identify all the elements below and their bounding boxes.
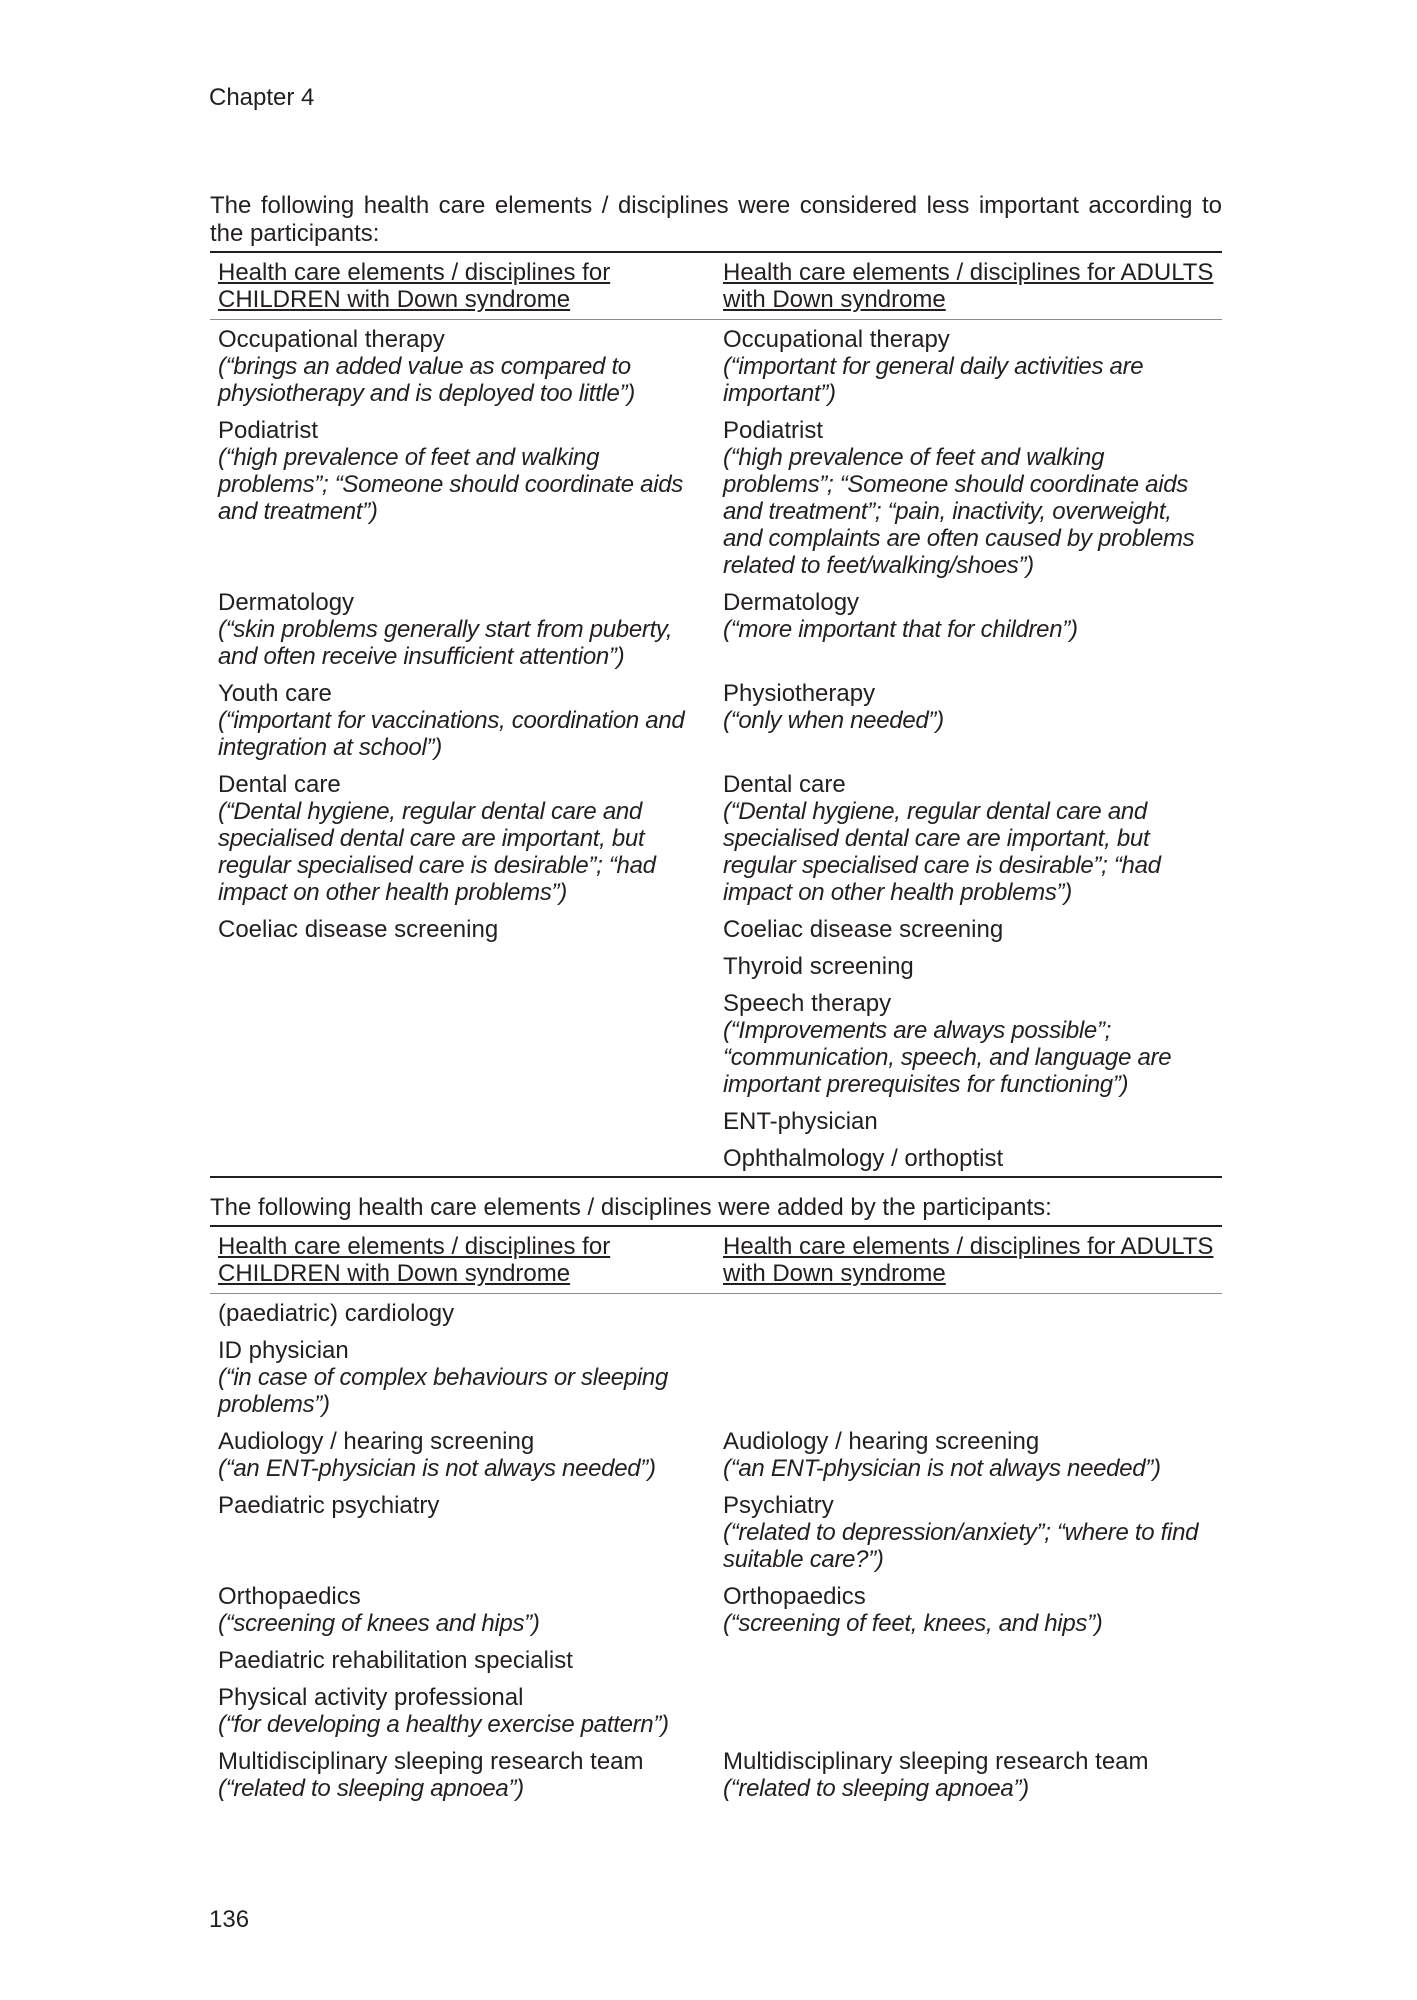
cell-children (210, 1641, 715, 1678)
participant-quote: (“high prevalence of feet and walking problems”; “Someone should coordinate aids and treatment”; “pain, inactivity, overweight, and complaints are often caused by problems related to feet/walking/shoes”) (723, 444, 1195, 579)
discipline-name: Occupational therapy (723, 326, 950, 353)
discipline-name: ENT-physician (723, 1108, 878, 1135)
discipline-name: Multidisciplinary sleeping research team (218, 1748, 644, 1775)
discipline-name: Psychiatry (723, 1492, 834, 1519)
participant-quote: (“related to sleeping apnoea”) (723, 1775, 1029, 1802)
discipline-name: Multidisciplinary sleeping research team (723, 1748, 1149, 1775)
cell-children (210, 947, 715, 984)
page-number: 136 (209, 1906, 250, 1933)
participant-quote: (“Improvements are always possible”; “communication, speech, and language are important prerequisites for functioning”) (723, 1017, 1172, 1098)
cell-adults (715, 1331, 1222, 1422)
discipline-name: Audiology / hearing screening (723, 1428, 1040, 1455)
cell-adults (715, 947, 1222, 984)
cell-children (210, 984, 715, 1102)
cell-adults (715, 1486, 1222, 1577)
cell-adults (715, 1422, 1222, 1486)
running-header: Chapter 4 (209, 84, 315, 111)
cell-children (210, 765, 715, 910)
cell-children (210, 1331, 715, 1422)
cell-children (210, 1294, 715, 1332)
participant-quote: (“an ENT-physician is not always needed”) (723, 1455, 1161, 1482)
discipline-name: Dental care (723, 771, 846, 798)
section2-intro: The following health care elements / disciplines were added by the participants: (210, 1194, 1052, 1221)
cell-adults (715, 984, 1222, 1102)
cell-children (210, 674, 715, 765)
table-row (210, 947, 1222, 984)
cell-adults (715, 1294, 1222, 1332)
table-row (210, 1742, 1222, 1806)
cell-children (210, 1678, 715, 1742)
cell-children (210, 1486, 715, 1577)
discipline-name: (paediatric) cardiology (218, 1300, 455, 1327)
cell-adults (715, 765, 1222, 910)
participant-quote: (“related to depression/anxiety”; “where to find suitable care?”) (723, 1519, 1199, 1573)
table-row (210, 1422, 1222, 1486)
cell-adults (715, 1577, 1222, 1641)
participant-quote: (“brings an added value as compared to physiotherapy and is deployed too little”) (218, 353, 635, 407)
discipline-name: Occupational therapy (218, 326, 445, 353)
table-row (210, 1294, 1222, 1332)
discipline-name: Ophthalmology / orthoptist (723, 1145, 1004, 1172)
cell-children (210, 1139, 715, 1177)
discipline-name: Audiology / hearing screening (218, 1428, 535, 1455)
column-header-children: Health care elements / disciplines for CHILDREN with Down syndrome (210, 1226, 715, 1294)
table-row (210, 1486, 1222, 1577)
discipline-name: Thyroid screening (723, 953, 914, 980)
discipline-name: Orthopaedics (218, 1583, 361, 1610)
table-row (210, 984, 1222, 1102)
participant-quote: (“important for general daily activities are important”) (723, 353, 1144, 407)
cell-adults (715, 1139, 1222, 1177)
discipline-name: Paediatric psychiatry (218, 1492, 440, 1519)
cell-adults (715, 583, 1222, 674)
discipline-name: Coeliac disease screening (723, 916, 1004, 943)
cell-adults (715, 1641, 1222, 1678)
discipline-name: Orthopaedics (723, 1583, 866, 1610)
participant-quote: (“screening of feet, knees, and hips”) (723, 1610, 1103, 1637)
column-header-adults: Health care elements / disciplines for ADULTS with Down syndrome (715, 1226, 1222, 1294)
table-row (210, 583, 1222, 674)
discipline-name: Podiatrist (723, 417, 824, 444)
participant-quote: (“screening of knees and hips”) (218, 1610, 540, 1637)
table-row (210, 1331, 1222, 1422)
cell-adults (715, 1102, 1222, 1139)
participant-quote: (“related to sleeping apnoea”) (218, 1775, 524, 1802)
cell-children (210, 910, 715, 947)
cell-adults (715, 320, 1222, 412)
discipline-name: Podiatrist (218, 417, 319, 444)
table-header-row (210, 252, 1222, 320)
discipline-name: Paediatric rehabilitation specialist (218, 1647, 573, 1674)
column-header-children: Health care elements / disciplines for CHILDREN with Down syndrome (210, 252, 715, 320)
participant-quote: (“an ENT-physician is not always needed”) (218, 1455, 656, 1482)
table-row (210, 910, 1222, 947)
table-row (210, 411, 1222, 583)
discipline-name: Dermatology (723, 589, 860, 616)
cell-children (210, 1577, 715, 1641)
cell-adults (715, 1742, 1222, 1806)
participant-quote: (“in case of complex behaviours or sleeping problems”) (218, 1364, 669, 1418)
cell-children (210, 1742, 715, 1806)
cell-adults (715, 411, 1222, 583)
discipline-name: Dental care (218, 771, 341, 798)
discipline-name: Speech therapy (723, 990, 892, 1017)
cell-children (210, 320, 715, 412)
table-row (210, 1577, 1222, 1641)
discipline-name: Coeliac disease screening (218, 916, 499, 943)
discipline-name: ID physician (218, 1337, 349, 1364)
table-row (210, 1102, 1222, 1139)
discipline-name: Youth care (218, 680, 332, 707)
column-header-adults: Health care elements / disciplines for ADULTS with Down syndrome (715, 252, 1222, 320)
added-elements-table-body (210, 1294, 1222, 1807)
participant-quote: (“for developing a healthy exercise pattern”) (218, 1711, 669, 1738)
discipline-name: Physiotherapy (723, 680, 876, 707)
table-row (210, 1641, 1222, 1678)
less-important-table-body (210, 320, 1222, 1178)
participant-quote: (“only when needed”) (723, 707, 944, 734)
participant-quote: (“important for vaccinations, coordination and integration at school”) (218, 707, 685, 761)
participant-quote: (“high prevalence of feet and walking problems”; “Someone should coordinate aids and treatment”) (218, 444, 683, 525)
table-row (210, 320, 1222, 412)
table-row (210, 1678, 1222, 1742)
cell-adults (715, 910, 1222, 947)
section1-intro: The following health care elements / disciplines were considered less important according to the participants: (210, 192, 1222, 247)
discipline-name: Physical activity professional (218, 1684, 524, 1711)
added-elements-table (210, 1225, 1222, 1806)
table-row (210, 1139, 1222, 1177)
cell-adults (715, 1678, 1222, 1742)
discipline-name: Dermatology (218, 589, 355, 616)
cell-children (210, 1422, 715, 1486)
participant-quote: (“skin problems generally start from puberty, and often receive insufficient attention”) (218, 616, 673, 670)
participant-quote: (“more important that for children”) (723, 616, 1078, 643)
cell-children (210, 1102, 715, 1139)
participant-quote: (“Dental hygiene, regular dental care and specialised dental care are important, but regular specialised care is desirable”; “had impact on other health problems”) (218, 798, 656, 906)
table-row (210, 674, 1222, 765)
less-important-table (210, 251, 1222, 1178)
table-header-row (210, 1226, 1222, 1294)
participant-quote: (“Dental hygiene, regular dental care and specialised dental care are important, but regular specialised care is desirable”; “had impact on other health problems”) (723, 798, 1161, 906)
cell-adults (715, 674, 1222, 765)
cell-children (210, 411, 715, 583)
table-row (210, 765, 1222, 910)
page-content (210, 192, 1222, 1806)
cell-children (210, 583, 715, 674)
